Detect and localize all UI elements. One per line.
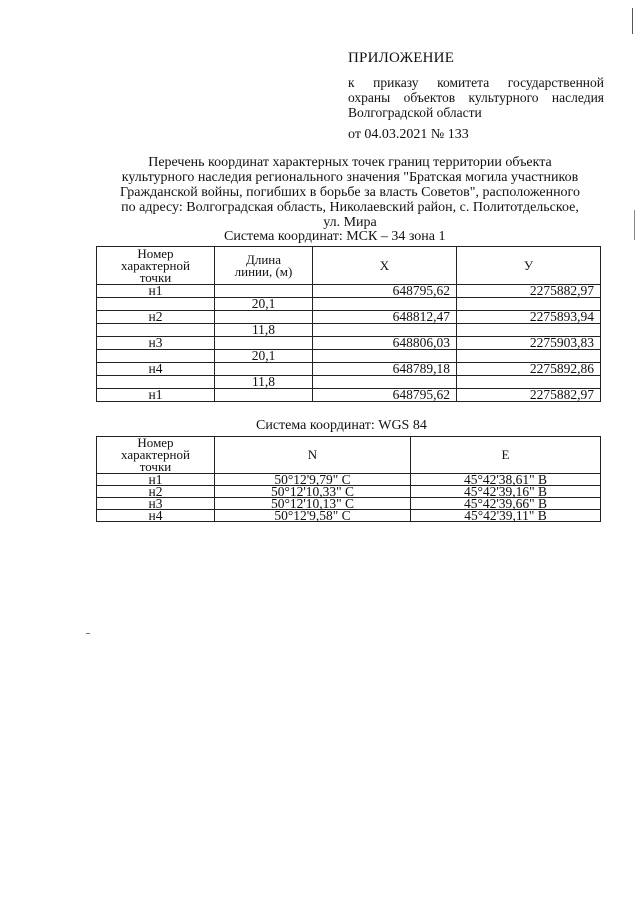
latitude-value: 50°12'9,79" С bbox=[215, 474, 411, 486]
point-name: н1 bbox=[97, 285, 215, 298]
point-name: н4 bbox=[97, 510, 215, 522]
order-line: к приказу комитета государственной bbox=[348, 75, 604, 90]
x-value: 648812,47 bbox=[313, 311, 457, 324]
col-header-point-number bbox=[97, 437, 215, 474]
point-name: н1 bbox=[97, 474, 215, 486]
appendix-order-reference bbox=[348, 75, 604, 120]
longitude-value: 45°42'39,66" В bbox=[411, 498, 601, 510]
point-name: н1 bbox=[97, 389, 215, 402]
header-line: Длина bbox=[245, 251, 282, 267]
scan-margin-mark bbox=[634, 210, 635, 240]
table-row bbox=[97, 337, 601, 350]
line-length: 11,8 bbox=[215, 324, 313, 337]
order-line: охраны объектов культурного наследия bbox=[348, 90, 604, 105]
latitude-value: 50°12'10,13" С bbox=[215, 498, 411, 510]
longitude-value: 45°42'39,11" В bbox=[411, 510, 601, 522]
table1-caption: Система координат: МСК – 34 зона 1 bbox=[224, 229, 446, 244]
y-value: 2275903,83 bbox=[457, 337, 601, 350]
latitude-value: 50°12'10,33" С bbox=[215, 486, 411, 498]
point-name: н2 bbox=[97, 486, 215, 498]
table-row bbox=[97, 324, 601, 337]
order-date: от 04.03.2021 № 133 bbox=[348, 127, 469, 142]
y-value: 2275892,86 bbox=[457, 363, 601, 376]
table-row bbox=[97, 298, 601, 311]
x-value: 648806,03 bbox=[313, 337, 457, 350]
col-header-n: N bbox=[215, 437, 411, 474]
col-header-line-length bbox=[215, 247, 313, 285]
col-header-e: E bbox=[411, 437, 601, 474]
line-length: 11,8 bbox=[215, 376, 313, 389]
heading-line: Гражданской войны, погибших в борьбе за власть Советов", расположенного bbox=[120, 185, 580, 200]
x-value: 648795,62 bbox=[313, 389, 457, 402]
table-row bbox=[97, 363, 601, 376]
table-header-row bbox=[97, 247, 601, 285]
latitude-value: 50°12'9,58" С bbox=[215, 510, 411, 522]
col-header-y: У bbox=[457, 247, 601, 285]
heading-line: по адресу: Волгоградская область, Николаевский район, с. Политотдельское, bbox=[121, 200, 579, 215]
x-value: 648789,18 bbox=[313, 363, 457, 376]
table-row bbox=[97, 311, 601, 324]
header-line: Номер bbox=[137, 245, 174, 261]
y-value: 2275893,94 bbox=[457, 311, 601, 324]
header-line: точки bbox=[139, 459, 172, 474]
table-row bbox=[97, 389, 601, 402]
table-row bbox=[97, 510, 601, 522]
point-name: н4 bbox=[97, 363, 215, 376]
table2-caption: Система координат: WGS 84 bbox=[256, 418, 427, 433]
x-value: 648795,62 bbox=[313, 285, 457, 298]
line-length: 20,1 bbox=[215, 350, 313, 363]
header-line: Номер bbox=[137, 435, 174, 450]
point-name: н3 bbox=[97, 337, 215, 350]
order-line: Волгоградской области bbox=[348, 105, 482, 120]
scan-margin-mark bbox=[632, 8, 633, 34]
heading-line: ул. Мира bbox=[323, 215, 377, 230]
document-heading bbox=[90, 155, 610, 230]
col-header-point-number bbox=[97, 247, 215, 285]
empty-cell bbox=[215, 389, 313, 402]
scan-margin-tick bbox=[86, 633, 90, 634]
heading-line: культурного наследия регионального значения "Братская могила участников bbox=[121, 170, 579, 185]
y-value: 2275882,97 bbox=[457, 285, 601, 298]
col-header-x: X bbox=[313, 247, 457, 285]
header-line: точки bbox=[139, 269, 172, 285]
y-value: 2275882,97 bbox=[457, 389, 601, 402]
point-name: н2 bbox=[97, 311, 215, 324]
appendix-title: ПРИЛОЖЕНИЕ bbox=[348, 50, 455, 66]
longitude-value: 45°42'38,61" В bbox=[411, 474, 601, 486]
line-length: 20,1 bbox=[215, 298, 313, 311]
longitude-value: 45°42'39,16" В bbox=[411, 486, 601, 498]
wgs84-coordinates-table bbox=[96, 436, 601, 522]
table-header-row bbox=[97, 437, 601, 474]
heading-line: Перечень координат характерных точек границ территории объекта bbox=[148, 155, 552, 170]
header-line: характерной bbox=[121, 447, 190, 462]
header-line: линии, (м) bbox=[234, 263, 293, 279]
table-row bbox=[97, 285, 601, 298]
table-row bbox=[97, 350, 601, 363]
table-row bbox=[97, 376, 601, 389]
msk-coordinates-table bbox=[96, 246, 601, 402]
point-name: н3 bbox=[97, 498, 215, 510]
header-line: характерной bbox=[121, 257, 190, 273]
